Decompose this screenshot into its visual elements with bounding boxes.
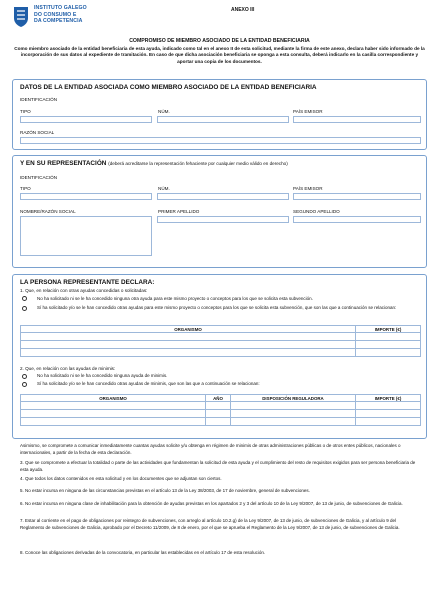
table-cell[interactable] xyxy=(21,349,356,357)
rep-first-surname-label: PRIMER APELLIDO xyxy=(158,209,200,214)
table-cell[interactable] xyxy=(356,341,421,349)
col-disposicion: DISPOSICIÓN REGULADORA xyxy=(231,395,356,402)
table-header-row xyxy=(21,395,421,402)
col-organismo: ORGANISMO xyxy=(21,326,356,333)
table-cell[interactable] xyxy=(21,333,356,341)
rep-identification-label: IDENTIFICACIÓN xyxy=(20,175,58,180)
rep-second-surname-field[interactable] xyxy=(293,216,421,223)
minimis-table xyxy=(20,394,421,426)
table-cell[interactable] xyxy=(231,402,356,410)
declaration-item-2: 2. Que, en relación con las ayudas de minimis: xyxy=(20,366,116,371)
paragraph-item-8: 8. Conoce las obligaciones derivadas de la convocatoria, en particular las establecidas en el artículo 17 de esta resolución. xyxy=(20,550,266,555)
section2-title-text: Y EN SU REPRESENTACIÓN xyxy=(20,160,107,167)
minimis-radio[interactable] xyxy=(22,382,27,387)
paragraph-item-4: 4. Que todos los datos contenidos en esta solicitud y en los documentes que se adjuntan son ciertos. xyxy=(20,476,222,481)
paragraph-item-7: 7. Estar al corriente en el pago de obligaciones por reintegro de subvenciones, con arreglo al artículo 10.2.g) de la Ley 9/2007, de 13 de junio, de subvenciones de Galicia, y al artículo 9 del Reglamento de subvenciones de Galicia, aprobado por el Decreto 11/2009, de 8 de enero, por el que se aprueba el Reglamento de la Ley 9/2007, de 13 de junio, de subvenciones de Galicia. xyxy=(20,518,400,530)
section3-title: LA PERSONA REPRESENTANTE DECLARA: xyxy=(20,279,155,286)
galicia-crest-icon xyxy=(12,6,30,28)
rep-number-field[interactable] xyxy=(157,193,289,200)
col-organismo: ORGANISMO xyxy=(21,395,206,402)
table-row xyxy=(21,349,421,357)
paragraph-item-6: 6. No estar incursa en ninguna clase de inhabilitación para la obtención de ayudas previstas en los apartados 2 y 3 del artículo 10 de la Ley 9/2007, de 13 de junio, de subvenciones de Galicia. xyxy=(20,501,403,506)
rep-type-label: TIPO xyxy=(20,186,31,191)
table-cell[interactable] xyxy=(206,410,231,418)
section2-title xyxy=(20,160,288,167)
declaration-item-1: 1. Que, en relación con otras ayudas concedidas o solicitadas: xyxy=(20,288,148,293)
table-cell[interactable] xyxy=(356,333,421,341)
type-label: TIPO xyxy=(20,109,31,114)
section-declaration xyxy=(12,274,427,439)
no-minimis-radio[interactable] xyxy=(22,374,27,379)
logo-line-3: DA COMPETENCIA xyxy=(34,18,83,25)
other-aid-radio[interactable] xyxy=(22,306,27,311)
table-cell[interactable] xyxy=(356,402,421,410)
document-title: COMPROMISO DE MIEMBRO ASOCIADO DE LA ENTIDAD BENEFICIARIA xyxy=(129,38,310,44)
table-row xyxy=(21,418,421,426)
issuing-country-field[interactable] xyxy=(293,116,421,123)
table-row xyxy=(21,333,421,341)
annex-label: ANEXO III xyxy=(231,7,255,13)
logo-line-1: INSTITUTO GALEGO xyxy=(34,5,87,11)
table-cell[interactable] xyxy=(206,418,231,426)
col-importe: IMPORTE (€) xyxy=(356,326,421,333)
table-row xyxy=(21,341,421,349)
table-cell[interactable] xyxy=(356,410,421,418)
no-other-aid-label: No ha solicitado ni se le ha concedido ninguna otra ayuda para este mismo proyecto o conceptos para los que se solicita esta subvención. xyxy=(37,296,313,301)
rep-name-field[interactable] xyxy=(20,216,152,256)
institute-logo xyxy=(12,4,152,32)
table-cell[interactable] xyxy=(21,341,356,349)
table-cell[interactable] xyxy=(356,418,421,426)
section-associated-entity xyxy=(12,79,427,150)
type-field[interactable] xyxy=(20,116,152,123)
other-aid-label: Sí ha solicitado y/o se le han concedido otras ayudas para este mismo proyecto o conceptos para los que se solicita esta subvención, que son las que a continuación se relacionan: xyxy=(37,305,397,310)
identification-label: IDENTIFICACIÓN xyxy=(20,97,58,102)
paragraph-commitment: Asimismo, se compromete a comunicar inmediatamente cuantas ayudas solicite y/u obtenga en régimen de minimis de otras administraciones públicas o de otros entes públicos, nacionales o internacionales, a partir de la fecha de esta declaración. xyxy=(20,443,401,455)
page-header xyxy=(12,4,432,34)
table-row xyxy=(21,410,421,418)
table-cell[interactable] xyxy=(21,418,206,426)
rep-number-label: NÚM. xyxy=(158,186,170,191)
table-cell[interactable] xyxy=(21,410,206,418)
paragraph-item-3: 3. Que se compromete a efectuar la totalidad o parte de las actividades que fundamentan la solicitud de esta ayuda y el cumplimiento del resto de requisitos exigidos para ser persona beneficiaria de esta ayuda. xyxy=(20,460,416,472)
section2-subtitle: (deberá acreditarse la representación fehaciente por cualquier medio válido en derecho) xyxy=(108,161,288,166)
table-row xyxy=(21,402,421,410)
table-cell[interactable] xyxy=(231,410,356,418)
table-cell[interactable] xyxy=(231,418,356,426)
table-cell[interactable] xyxy=(356,349,421,357)
rep-issuing-country-field[interactable] xyxy=(293,193,421,200)
table-cell[interactable] xyxy=(206,402,231,410)
table-cell[interactable] xyxy=(21,402,206,410)
minimis-label: Sí ha solicitado y/o se le han concedido otras ayudas de minimis, que son las que a continuación se relacionan: xyxy=(37,381,260,386)
col-ano: AÑO xyxy=(206,395,231,402)
rep-type-field[interactable] xyxy=(20,193,152,200)
intro-text: Como miembro asociado de la entidad beneficiaria de esta ayuda, indicado como tal en el anexo II de esta solicitud, mediante la firma de este anexo, declara haber sido informado de la incorporación de sus datos al expediente de tramitación. En caso de que dicha asociación beneficiaria se oponga a esta consulta, deberá indicarlo en la casilla correspondiente y aportar una copia de los documentos. xyxy=(14,46,425,64)
company-name-label: RAZÓN SOCIAL xyxy=(20,130,55,135)
no-minimis-label: No ha solicitado ni se le ha concedido ninguna ayuda de minimis. xyxy=(37,373,168,378)
col-importe: IMPORTE (€) xyxy=(356,395,421,402)
rep-first-surname-field[interactable] xyxy=(157,216,289,223)
number-field[interactable] xyxy=(157,116,289,123)
other-aid-table xyxy=(20,325,421,357)
section1-title: DATOS DE LA ENTIDAD ASOCIADA COMO MIEMBRO ASOCIADO DE LA ENTIDAD BENEFICIARIA xyxy=(20,84,317,91)
rep-second-surname-label: SEGUNDO APELLIDO xyxy=(293,209,340,214)
paragraph-item-5: 5. No estar incursa en ninguna de las circunstancias previstas en el artículo 13 de la Ley 38/2003, de 17 de noviembre, general de subvenciones. xyxy=(20,488,310,493)
rep-name-label: NOMBRE/RAZÓN SOCIAL xyxy=(20,209,76,214)
logo-line-2: DO CONSUMO E xyxy=(34,11,77,18)
number-label: NÚM. xyxy=(158,109,170,114)
rep-issuing-country-label: PAÍS EMISOR xyxy=(293,186,323,191)
no-other-aid-radio[interactable] xyxy=(22,296,27,301)
section-representative xyxy=(12,155,427,268)
table-header-row xyxy=(21,326,421,333)
company-name-field[interactable] xyxy=(20,137,421,144)
issuing-country-label: PAÍS EMISOR xyxy=(293,109,323,114)
